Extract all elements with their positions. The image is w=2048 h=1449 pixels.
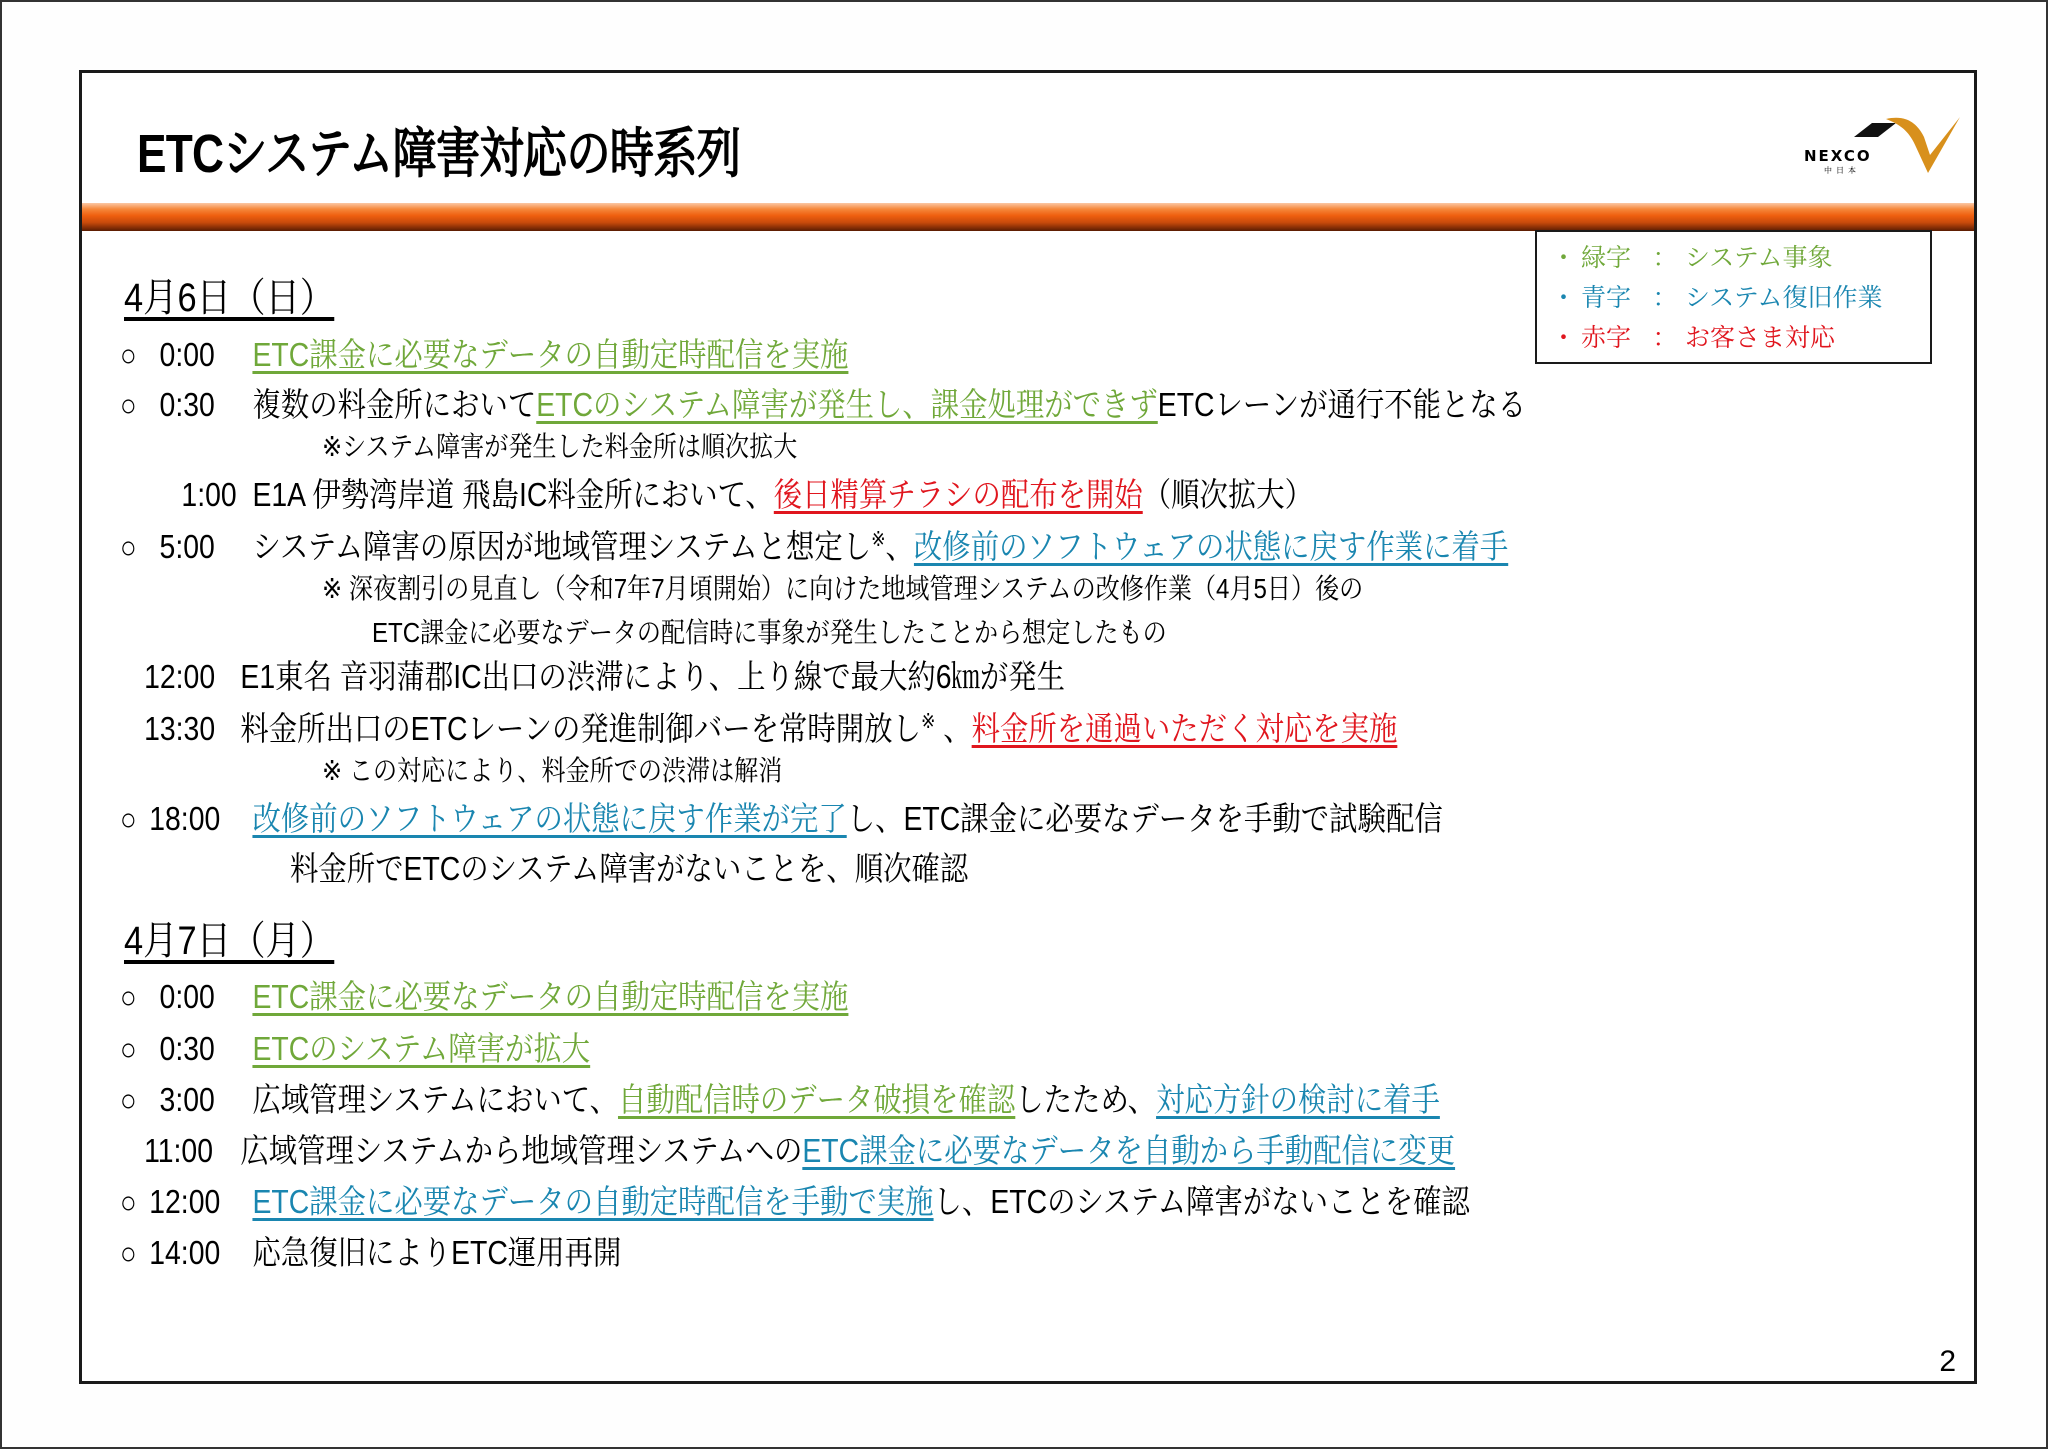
event-text: （順次拡大）: [1142, 476, 1314, 513]
event-text: し、ETC課金に必要なデータを手動で試験配信: [846, 800, 1443, 837]
timeline-event: [120, 329, 848, 376]
event-text: し、ETCのシステム障害がないことを確認: [933, 1183, 1470, 1220]
event-text: ETCレーンが通行不能となる: [1157, 386, 1527, 423]
timeline-event: [120, 1125, 1455, 1172]
slide-title: ETCシステム障害対応の時系列: [137, 124, 741, 184]
date-heading-apr6: 4月6日（日）: [124, 276, 335, 320]
event-text: 広域管理システムにおいて、: [252, 1081, 618, 1118]
event-text: E1東名 音羽蒲郡IC出口の渋滞により、上り線で最大約6㎞が発生: [240, 658, 1066, 695]
legend-bullet: ・: [1551, 324, 1577, 352]
circle-marker-icon: ○: [120, 1235, 137, 1271]
event-time: 18:00: [149, 800, 221, 837]
circle-marker-icon: ○: [120, 801, 137, 837]
legend-key: 赤字: [1581, 324, 1632, 352]
legend-meaning: システム事象: [1685, 244, 1833, 272]
legend-item-blue: [1551, 278, 1883, 314]
timeline-event: [120, 793, 1443, 840]
event-note: ※ 深夜割引の見直し（令和7年7月頃開始）に向けた地域管理システムの改修作業（4月5日）後の: [322, 573, 1364, 604]
event-text: 広域管理システムから地域管理システムへの: [240, 1132, 803, 1169]
event-text-green: ETCのシステム障害が拡大: [252, 1030, 591, 1067]
legend-separator: ：: [1652, 244, 1678, 272]
event-continuation: 料金所でETCのシステム障害がないことを、順次確認: [290, 850, 969, 887]
circle-marker-icon: ○: [120, 979, 137, 1015]
circle-marker-icon: ○: [120, 529, 137, 565]
event-text-green: ETC課金に必要なデータの自動定時配信を実施: [252, 978, 849, 1015]
legend-bullet: ・: [1551, 244, 1577, 272]
event-time: 11:00: [144, 1132, 214, 1169]
timeline-event: [120, 651, 1065, 698]
event-text: 、: [885, 528, 914, 565]
event-text: システム障害の原因が地域管理システムと想定し: [252, 528, 872, 565]
legend-bullet: ・: [1551, 284, 1577, 312]
event-note-continued: ETC課金に必要なデータの配信時に事象が発生したことから想定したもの: [372, 617, 1167, 648]
event-text-green: 自動配信時のデータ破損を確認: [617, 1081, 1016, 1118]
legend-meaning: システム復旧作業: [1685, 284, 1883, 312]
event-text-green: ETCのシステム障害が発生し、課金処理ができず: [536, 386, 1158, 423]
legend-separator: ：: [1652, 324, 1678, 352]
header-divider-bar: [82, 203, 1974, 231]
event-time: 0:00: [159, 978, 215, 1015]
timeline-event: [120, 1227, 621, 1274]
color-legend: [1535, 230, 1932, 364]
event-text-green: ETC課金に必要なデータの自動定時配信を実施: [252, 336, 849, 373]
event-text-red: 料金所を通過いただく対応を実施: [971, 710, 1398, 747]
footnote-marker: ※: [871, 529, 886, 551]
event-time-value: 1:00: [181, 476, 237, 513]
circle-marker-icon: ○: [120, 337, 137, 373]
circle-marker-icon: ○: [120, 1184, 137, 1220]
slide-frame: [79, 70, 1977, 1384]
circle-marker-icon: ○: [120, 1082, 137, 1118]
event-note: ※ この対応により、料金所での渋滞は解消: [322, 755, 783, 786]
legend-item-green: [1551, 238, 1833, 274]
event-note: ※システム障害が発生した料金所は順次拡大: [322, 431, 798, 462]
timeline-event: [120, 469, 1313, 516]
event-time: 5:00: [159, 528, 215, 565]
legend-item-red: [1551, 318, 1835, 354]
nexco-logo: [1804, 107, 1954, 177]
logo-brand-text: NEXCO: [1804, 147, 1872, 165]
timeline-event: [120, 1023, 590, 1070]
event-text-blue: ETC課金に必要なデータを自動から手動配信に変更: [802, 1132, 1456, 1169]
date-heading-apr7: 4月7日（月）: [124, 919, 335, 963]
event-text: E1A 伊勢湾岸道 飛島IC料金所において、: [252, 476, 774, 513]
timeline-event: [120, 1074, 1440, 1121]
event-text: 料金所出口のETCレーンの発進制御バーを常時開放し: [240, 710, 921, 747]
event-time: 14:00: [149, 1234, 221, 1271]
event-text-blue: 対応方針の検討に着手: [1156, 1081, 1440, 1118]
legend-separator: ：: [1652, 284, 1678, 312]
event-time: [160, 476, 253, 514]
event-text-red: 後日精算チラシの配布を開始: [773, 476, 1143, 513]
event-time: 0:30: [159, 386, 215, 423]
footnote-marker: ※: [920, 711, 936, 733]
event-text-blue: ETC課金に必要なデータの自動定時配信を手動で実施: [252, 1183, 934, 1220]
legend-meaning: お客さま対応: [1685, 324, 1836, 352]
event-text: したため、: [1015, 1081, 1157, 1118]
event-time: 0:00: [159, 336, 215, 373]
event-text: 複数の料金所において: [252, 386, 537, 423]
event-time: 13:30: [144, 710, 216, 747]
event-text: 応急復旧によりETC運用再開: [252, 1234, 622, 1271]
timeline-event: [120, 703, 1397, 750]
legend-key: 緑字: [1581, 244, 1632, 272]
event-text-blue: 改修前のソフトウェアの状態に戻す作業に着手: [913, 528, 1509, 565]
event-time: 12:00: [144, 658, 216, 695]
circle-marker-icon: ○: [120, 1031, 137, 1067]
logo-sub-text: 中日本: [1824, 166, 1860, 175]
timeline-event: [120, 521, 1508, 568]
event-text: 、: [935, 710, 972, 747]
timeline-event: [120, 379, 1526, 426]
page-number: 2: [1939, 1345, 1956, 1378]
timeline-event: [120, 1176, 1470, 1223]
event-text-blue: 改修前のソフトウェアの状態に戻す作業が完了: [252, 800, 847, 837]
event-time: 3:00: [159, 1081, 215, 1118]
event-time: 12:00: [149, 1183, 221, 1220]
event-time: 0:30: [159, 1030, 215, 1067]
legend-key: 青字: [1581, 284, 1632, 312]
timeline-event: [120, 971, 848, 1018]
circle-marker-icon: ○: [120, 387, 137, 423]
